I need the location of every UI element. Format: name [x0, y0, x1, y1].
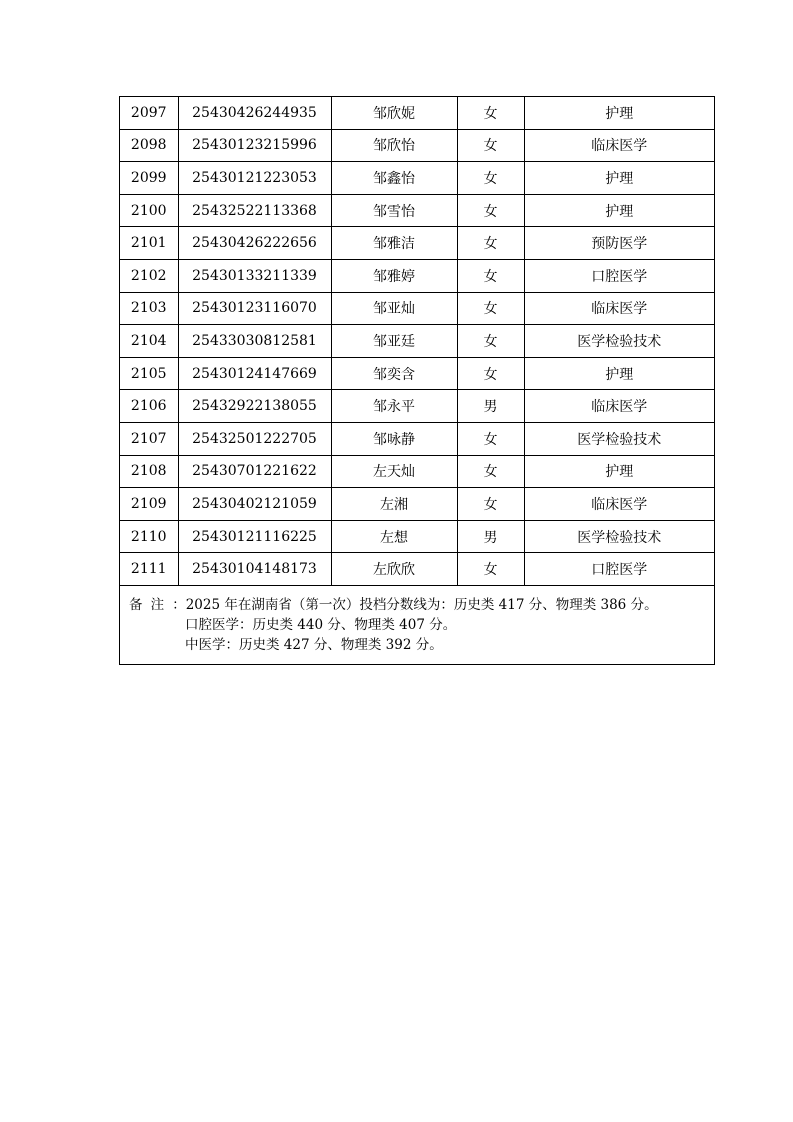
gender-cell: 女	[457, 162, 524, 195]
student-name-cell: 左欣欣	[331, 553, 457, 586]
table-row	[120, 292, 714, 325]
table-row	[120, 162, 714, 195]
row-number-cell: 2104	[120, 325, 178, 358]
gender-cell: 女	[457, 325, 524, 358]
major-cell: 口腔医学	[524, 259, 714, 292]
major-cell: 护理	[524, 455, 714, 488]
gender-cell: 男	[457, 520, 524, 553]
gender-cell: 女	[457, 194, 524, 227]
candidate-id-cell: 25430124147669	[178, 357, 331, 390]
candidate-id-cell: 25430426244935	[178, 97, 331, 129]
student-name-cell: 邹鑫怡	[331, 162, 457, 195]
candidate-id-cell: 25430123116070	[178, 292, 331, 325]
gender-cell: 女	[457, 129, 524, 162]
major-cell: 医学检验技术	[524, 422, 714, 455]
candidate-id-cell: 25430104148173	[178, 553, 331, 586]
table-row	[120, 488, 714, 521]
table-row	[120, 422, 714, 455]
student-name-cell: 左湘	[331, 488, 457, 521]
major-cell: 口腔医学	[524, 553, 714, 586]
candidate-id-cell: 25430426222656	[178, 227, 331, 260]
candidate-id-cell: 25430123215996	[178, 129, 331, 162]
notes-line-2: 口腔医学：历史类 440 分、物理类 407 分。	[185, 616, 457, 633]
major-cell: 预防医学	[524, 227, 714, 260]
student-name-cell: 邹咏静	[331, 422, 457, 455]
gender-cell: 女	[457, 553, 524, 586]
major-cell: 临床医学	[524, 292, 714, 325]
table-row	[120, 325, 714, 358]
candidate-id-cell: 25430402121059	[178, 488, 331, 521]
table-row	[120, 520, 714, 553]
row-number-cell: 2098	[120, 129, 178, 162]
notes-text-1: 2025 年在湖南省（第一次）投档分数线为：历史类 417 分、物理类 386 分。	[185, 596, 658, 613]
gender-cell: 女	[457, 488, 524, 521]
student-name-cell: 邹雪怡	[331, 194, 457, 227]
gender-cell: 女	[457, 455, 524, 488]
table-row	[120, 455, 714, 488]
major-cell: 医学检验技术	[524, 325, 714, 358]
gender-cell: 女	[457, 259, 524, 292]
row-number-cell: 2108	[120, 455, 178, 488]
table-row	[120, 227, 714, 260]
row-number-cell: 2110	[120, 520, 178, 553]
row-number-cell: 2109	[120, 488, 178, 521]
notes-label: 备注：	[129, 596, 194, 613]
gender-cell: 男	[457, 390, 524, 423]
candidate-id-cell: 25433030812581	[178, 325, 331, 358]
gender-cell: 女	[457, 292, 524, 325]
row-number-cell: 2102	[120, 259, 178, 292]
candidate-id-cell: 25430121223053	[178, 162, 331, 195]
major-cell: 临床医学	[524, 390, 714, 423]
major-cell: 护理	[524, 194, 714, 227]
student-name-cell: 邹欣妮	[331, 97, 457, 129]
student-name-cell: 邹欣怡	[331, 129, 457, 162]
notes-line-3: 中医学：历史类 427 分、物理类 392 分。	[185, 636, 443, 653]
student-name-cell: 左想	[331, 520, 457, 553]
student-name-cell: 邹奕含	[331, 357, 457, 390]
candidate-id-cell: 25430121116225	[178, 520, 331, 553]
major-cell: 护理	[524, 162, 714, 195]
major-cell: 临床医学	[524, 129, 714, 162]
row-number-cell: 2106	[120, 390, 178, 423]
candidate-id-cell: 25430701221622	[178, 455, 331, 488]
student-name-cell: 左天灿	[331, 455, 457, 488]
gender-cell: 女	[457, 422, 524, 455]
row-number-cell: 2107	[120, 422, 178, 455]
notes-line-1	[129, 595, 706, 615]
candidate-id-cell: 25432522113368	[178, 194, 331, 227]
table-row	[120, 357, 714, 390]
table-row	[120, 390, 714, 423]
row-number-cell: 2101	[120, 227, 178, 260]
table-row	[120, 553, 714, 586]
major-cell: 临床医学	[524, 488, 714, 521]
row-number-cell: 2111	[120, 553, 178, 586]
student-name-cell: 邹永平	[331, 390, 457, 423]
major-cell: 护理	[524, 97, 714, 129]
table-row	[120, 129, 714, 162]
table-row	[120, 259, 714, 292]
roster-table	[120, 97, 714, 586]
student-name-cell: 邹亚廷	[331, 325, 457, 358]
major-cell: 医学检验技术	[524, 520, 714, 553]
candidate-id-cell: 25430133211339	[178, 259, 331, 292]
row-number-cell: 2105	[120, 357, 178, 390]
table-row	[120, 97, 714, 129]
table-row	[120, 194, 714, 227]
row-number-cell: 2097	[120, 97, 178, 129]
notes-block	[120, 586, 714, 664]
admission-list-table	[119, 96, 715, 665]
student-name-cell: 邹雅婷	[331, 259, 457, 292]
row-number-cell: 2099	[120, 162, 178, 195]
candidate-id-cell: 25432922138055	[178, 390, 331, 423]
student-name-cell: 邹雅洁	[331, 227, 457, 260]
row-number-cell: 2103	[120, 292, 178, 325]
candidate-id-cell: 25432501222705	[178, 422, 331, 455]
gender-cell: 女	[457, 227, 524, 260]
major-cell: 护理	[524, 357, 714, 390]
row-number-cell: 2100	[120, 194, 178, 227]
gender-cell: 女	[457, 97, 524, 129]
gender-cell: 女	[457, 357, 524, 390]
student-name-cell: 邹亚灿	[331, 292, 457, 325]
roster-body	[120, 97, 714, 585]
